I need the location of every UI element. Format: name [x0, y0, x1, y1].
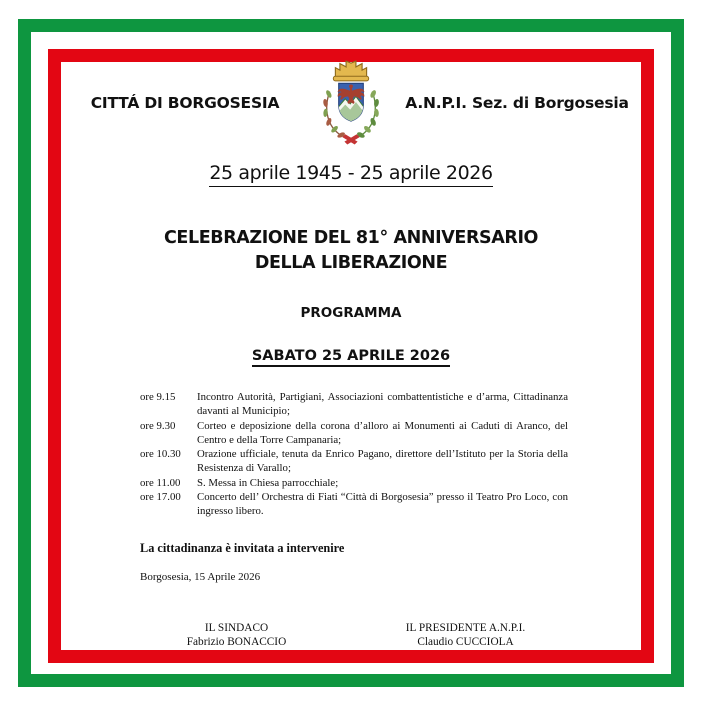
schedule-time: ore 17.00: [140, 491, 181, 504]
schedule-description: S. Messa in Chiesa parrocchiale;: [197, 476, 339, 489]
schedule-row: [140, 419, 568, 448]
schedule-row: [140, 490, 568, 519]
anniversary-dates-text: 25 aprile 1945 - 25 aprile 2026: [209, 162, 492, 187]
signature-mayor: [122, 621, 351, 650]
schedule-list: [140, 390, 568, 519]
signatures: [122, 621, 580, 650]
header: [62, 57, 640, 149]
city-name: CITTÁ DI BORGOSESIA: [90, 94, 280, 112]
signature-role: IL PRESIDENTE A.N.P.I.: [405, 621, 526, 634]
schedule-time: ore 11.00: [140, 476, 181, 489]
shield-icon: [336, 83, 366, 122]
ribbon-icon: [342, 134, 359, 144]
schedule-time: ore 9.15: [140, 391, 176, 403]
schedule-row: [140, 390, 568, 419]
borgosesia-coat-of-arms-icon: [308, 57, 394, 149]
invitation-line: La cittadinanza è invitata a intervenire: [140, 540, 345, 555]
page-title-line1: CELEBRAZIONE DEL 81° ANNIVERSARIO: [163, 228, 539, 248]
schedule-description: Orazione ufficiale, tenuta da Enrico Pagano, direttore dell’Istituto per la Storia della Resistenza di Varallo;: [197, 448, 568, 475]
schedule-row: [140, 447, 568, 476]
program-heading: PROGRAMMA: [300, 305, 402, 321]
signature-anpi-president: [351, 621, 580, 650]
page-title-line2: DELLA LIBERAZIONE: [254, 253, 448, 273]
day-heading: [62, 348, 640, 364]
signature-name: Claudio CUCCIOLA: [417, 636, 514, 649]
poster-content: [62, 62, 640, 650]
place-and-date: Borgosesia, 15 Aprile 2026: [140, 570, 261, 583]
schedule-time: ore 10.30: [140, 448, 181, 461]
schedule-description: Concerto dell’ Orchestra di Fiati “Città di Borgosesia” presso il Teatro Pro Loco, con ingresso libero.: [197, 491, 568, 518]
anniversary-dates: [62, 162, 640, 184]
signature-name: Fabrizio BONACCIO: [186, 636, 287, 649]
day-heading-text: SABATO 25 APRILE 2026: [252, 348, 450, 367]
schedule-description: Corteo e deposizione della corona d’alloro ai Monumenti ai Caduti di Aranco, del Centro e della Torre Campanaria;: [197, 419, 568, 446]
schedule-description: Incontro Autorità, Partigiani, Associazioni combattentistiche e d’arma, Cittadinanza davanti al Municipio;: [197, 391, 568, 418]
page-title: [62, 226, 640, 276]
signature-role: IL SINDACO: [204, 621, 269, 634]
anpi-section-name: A.N.P.I. Sez. di Borgosesia: [405, 94, 629, 112]
schedule-time: ore 9.30: [140, 419, 176, 432]
schedule-row: [140, 476, 568, 490]
crown-icon: [333, 61, 368, 81]
